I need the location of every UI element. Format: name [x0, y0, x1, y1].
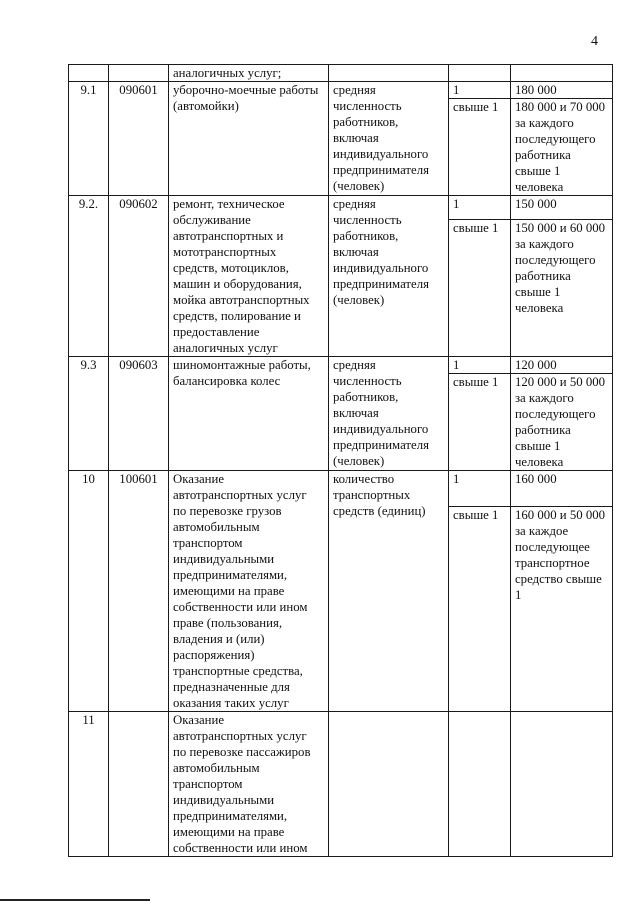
- cell-line: аналогичных услуг;: [173, 66, 282, 80]
- income-amount: [511, 471, 613, 507]
- income-amount: [511, 65, 613, 82]
- cell-line: 180 000: [515, 83, 557, 97]
- cell-line: численность: [333, 374, 402, 388]
- cell-line: по перевозке грузов: [173, 504, 282, 518]
- cell-line: человека: [515, 301, 564, 315]
- cell-line: имеющими на праве: [173, 584, 285, 598]
- page-number: 4: [591, 34, 598, 49]
- cell-line: последующего: [515, 132, 596, 146]
- cell-line: предпринимателя: [333, 438, 429, 452]
- income-amount: [511, 220, 613, 357]
- cell-line: ремонт, техническое: [173, 197, 285, 211]
- cell-line: собственности или ином: [173, 600, 308, 614]
- cell-line: численность: [333, 99, 402, 113]
- cell-line: балансировка колес: [173, 374, 281, 388]
- tariff-table: [68, 64, 613, 857]
- cell-line: средняя: [333, 83, 376, 97]
- income-amount: [511, 712, 613, 857]
- cell-line: за каждого: [515, 391, 574, 405]
- cell-line: средств, мотоциклов,: [173, 261, 289, 275]
- indicator-value: 1: [449, 196, 511, 220]
- cell-line: автомобильным: [173, 520, 260, 534]
- row-number: 9.1: [69, 82, 109, 196]
- cell-line: за каждого: [515, 116, 574, 130]
- activity-code: [109, 712, 169, 857]
- cell-line: автотранспортных и: [173, 229, 284, 243]
- cell-line: 1: [515, 587, 522, 602]
- cell-line: количество: [333, 472, 395, 486]
- cell-line: средняя: [333, 197, 376, 211]
- cell-line: транспортом: [173, 536, 243, 550]
- activity-description: [169, 82, 329, 196]
- cell-line: 120 000: [515, 358, 557, 372]
- income-amount: [511, 357, 613, 374]
- cell-line: индивидуального: [333, 422, 429, 436]
- cell-line: аналогичных услуг: [173, 341, 278, 355]
- cell-line: работника: [515, 423, 571, 437]
- cell-line: включая: [333, 245, 379, 259]
- cell-line: машин и оборудования,: [173, 277, 302, 291]
- cell-line: средняя: [333, 358, 376, 372]
- indicator-value: 1: [449, 82, 511, 99]
- income-amount: [511, 196, 613, 220]
- physical-indicator: [329, 357, 449, 471]
- cell-line: работников,: [333, 390, 399, 404]
- cell-line: работников,: [333, 229, 399, 243]
- physical-indicator: [329, 712, 449, 857]
- cell-line: предпринимателя: [333, 277, 429, 291]
- cell-line: оказания таких услуг: [173, 696, 289, 710]
- cell-line: транспортное: [515, 555, 590, 570]
- cell-line: включая: [333, 131, 379, 145]
- cell-line: индивидуального: [333, 147, 429, 161]
- indicator-value: [449, 65, 511, 82]
- table-row: [69, 712, 613, 857]
- income-amount: [511, 82, 613, 99]
- cell-line: индивидуального: [333, 261, 429, 275]
- cell-line: за каждое: [515, 523, 569, 538]
- row-number: 10: [69, 471, 109, 712]
- cell-line: мототранспортных: [173, 245, 277, 259]
- cell-line: 150 000 и 60 000: [515, 221, 606, 235]
- income-amount: [511, 374, 613, 471]
- activity-code: 090601: [109, 82, 169, 196]
- cell-line: транспортных: [333, 488, 411, 502]
- cell-line: работника: [515, 269, 571, 283]
- cell-line: обслуживание: [173, 213, 251, 227]
- cell-line: 150 000: [515, 197, 557, 211]
- physical-indicator: [329, 471, 449, 712]
- cell-line: имеющими на праве: [173, 825, 285, 839]
- cell-line: (человек): [333, 293, 385, 307]
- cell-line: численность: [333, 213, 402, 227]
- cell-line: индивидуальными: [173, 793, 275, 807]
- cell-line: 160 000: [515, 472, 557, 486]
- physical-indicator: [329, 82, 449, 196]
- cell-line: автотранспортных услуг: [173, 729, 307, 743]
- table-row: [69, 471, 613, 507]
- cell-line: средств, полирование и: [173, 309, 301, 323]
- cell-line: предназначенные для: [173, 680, 290, 694]
- cell-line: собственности или ином: [173, 841, 308, 855]
- activity-code: 090603: [109, 357, 169, 471]
- activity-description: [169, 196, 329, 357]
- table-row: [69, 65, 613, 82]
- indicator-value: свыше 1: [449, 506, 511, 711]
- cell-line: за каждого: [515, 237, 574, 251]
- cell-line: работников,: [333, 115, 399, 129]
- row-number: 9.2.: [69, 196, 109, 357]
- cell-line: 120 000 и 50 000: [515, 375, 606, 389]
- cell-line: 160 000 и 50 000: [515, 507, 606, 522]
- table-row: [69, 357, 613, 374]
- cell-line: свыше 1: [515, 439, 561, 453]
- indicator-value: свыше 1: [449, 220, 511, 357]
- table-row: [69, 82, 613, 99]
- cell-line: уборочно-моечные работы: [173, 83, 319, 97]
- indicator-value: 1: [449, 471, 511, 507]
- cell-line: работника: [515, 148, 571, 162]
- cell-line: шиномонтажные работы,: [173, 358, 311, 372]
- cell-line: распоряжения): [173, 648, 255, 662]
- cell-line: по перевозке пассажиров: [173, 745, 311, 759]
- cell-line: свыше 1: [515, 285, 561, 299]
- cell-line: автомобильным: [173, 761, 260, 775]
- cell-line: владения и (или): [173, 632, 265, 646]
- activity-description: [169, 471, 329, 712]
- cell-line: (человек): [333, 454, 385, 468]
- cell-line: транспортом: [173, 777, 243, 791]
- row-number: 9.3: [69, 357, 109, 471]
- indicator-value: свыше 1: [449, 374, 511, 471]
- row-number: 11: [69, 712, 109, 857]
- cell-line: индивидуальными: [173, 552, 275, 566]
- activity-code: 100601: [109, 471, 169, 712]
- cell-line: предпринимателями,: [173, 809, 288, 823]
- cell-line: транспортные средства,: [173, 664, 303, 678]
- income-amount: [511, 99, 613, 196]
- indicator-value: [449, 712, 511, 857]
- cell-line: последующего: [515, 407, 596, 421]
- row-number: [69, 65, 109, 82]
- income-amount: [511, 506, 613, 711]
- cell-line: человека: [515, 180, 564, 194]
- cell-line: автотранспортных услуг: [173, 488, 307, 502]
- cell-line: человека: [515, 455, 564, 469]
- cell-line: Оказание: [173, 472, 225, 486]
- cell-line: предпринимателями,: [173, 568, 288, 582]
- table-row: [69, 196, 613, 220]
- physical-indicator: [329, 65, 449, 82]
- page-bottom-rule: [0, 899, 150, 901]
- cell-line: средств (единиц): [333, 504, 426, 518]
- cell-line: свыше 1: [515, 164, 561, 178]
- activity-description: [169, 357, 329, 471]
- cell-line: включая: [333, 406, 379, 420]
- cell-line: предпринимателя: [333, 163, 429, 177]
- indicator-value: 1: [449, 357, 511, 374]
- activity-code: [109, 65, 169, 82]
- cell-line: последующее: [515, 539, 590, 554]
- indicator-value: свыше 1: [449, 99, 511, 196]
- cell-line: Оказание: [173, 713, 225, 727]
- cell-line: 180 000 и 70 000: [515, 100, 606, 114]
- cell-line: средство свыше: [515, 571, 602, 586]
- activity-code: 090602: [109, 196, 169, 357]
- cell-line: предоставление: [173, 325, 260, 339]
- cell-line: праве (пользования,: [173, 616, 283, 630]
- cell-line: (человек): [333, 179, 385, 193]
- cell-line: мойка автотранспортных: [173, 293, 310, 307]
- physical-indicator: [329, 196, 449, 357]
- cell-line: (автомойки): [173, 99, 239, 113]
- activity-description: [169, 65, 329, 82]
- cell-line: последующего: [515, 253, 596, 267]
- activity-description: [169, 712, 329, 857]
